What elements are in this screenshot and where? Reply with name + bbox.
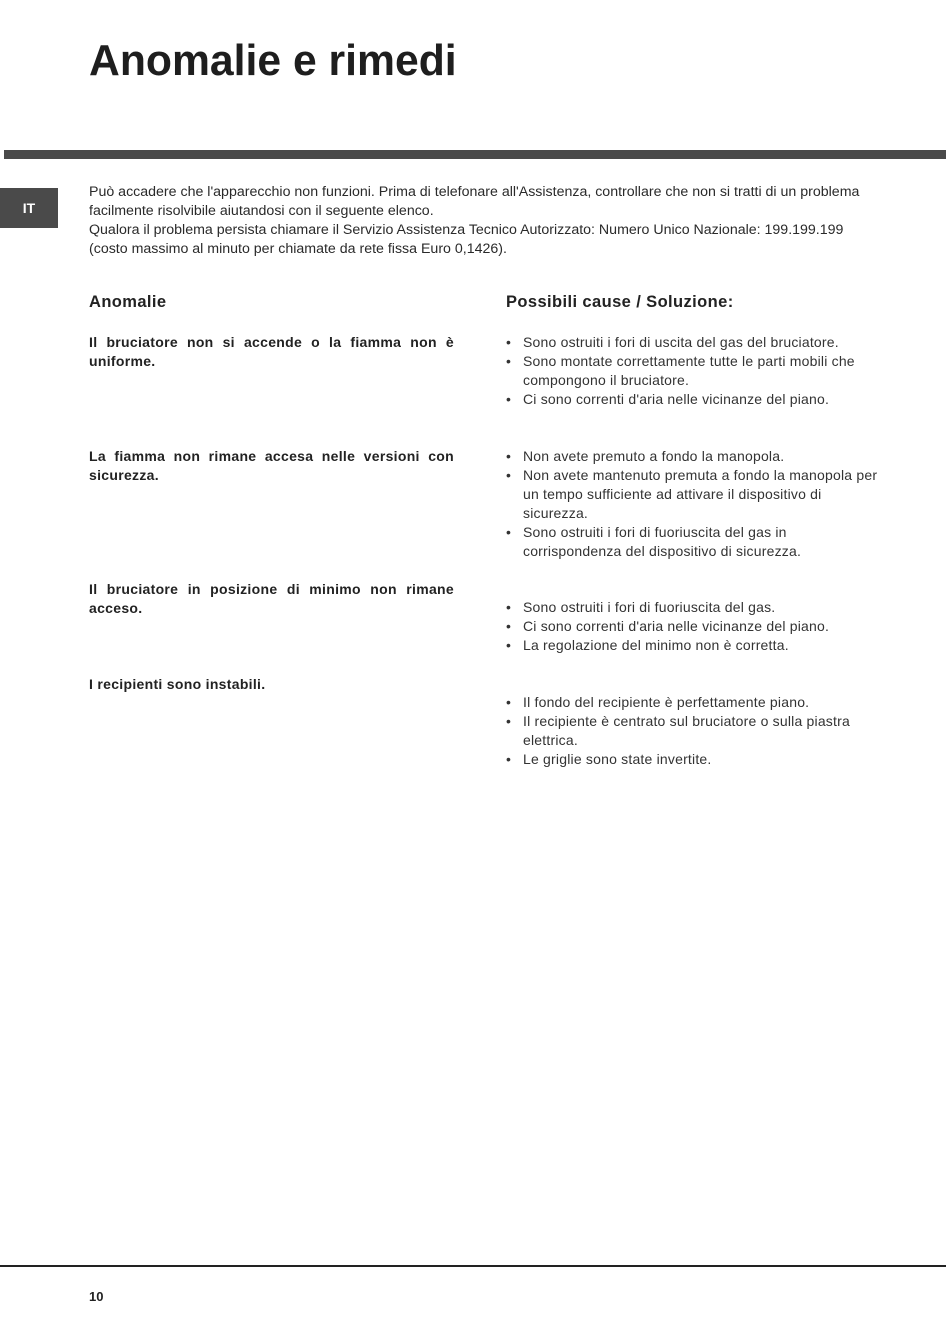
page-number: 10: [89, 1289, 104, 1304]
problem-text: Il bruciatore non si accende o la fiamma non è uniforme.: [89, 334, 454, 369]
causes-heading: Possibili cause / Soluzione:: [506, 293, 734, 311]
causes-list: [506, 447, 886, 561]
problem-text: La fiamma non rimane accesa nelle versioni con sicurezza.: [89, 448, 454, 483]
causes-list: [506, 693, 886, 769]
causes-list: [506, 333, 886, 409]
cause-item: • La regolazione del minimo non è corretta.: [506, 636, 886, 655]
header-divider: [4, 150, 946, 159]
cause-item: • Sono ostruiti i fori di uscita del gas del bruciatore.: [506, 333, 886, 352]
cause-item: • Sono ostruiti i fori di fuoriuscita del gas in corrispondenza del dispositivo di sicurezza.: [506, 523, 886, 561]
cause-item: • Ci sono correnti d'aria nelle vicinanze del piano.: [506, 390, 886, 409]
cause-item: • Il recipiente è centrato sul bruciatore o sulla piastra elettrica.: [506, 712, 886, 750]
problem-text: I recipienti sono instabili.: [89, 676, 266, 692]
cause-item: • Non avete premuto a fondo la manopola.: [506, 447, 886, 466]
language-tab: IT: [0, 188, 58, 228]
cause-item: • Non avete mantenuto premuta a fondo la manopola per un tempo sufficiente ad attivare il dispositivo di sicurezza.: [506, 466, 886, 523]
anomalies-heading: Anomalie: [89, 293, 167, 311]
causes-list: [506, 598, 886, 655]
page-title: Anomalie e rimedi: [89, 36, 457, 85]
footer-divider: [0, 1265, 946, 1267]
cause-item: • Sono ostruiti i fori di fuoriuscita del gas.: [506, 598, 886, 617]
cause-item: • Il fondo del recipiente è perfettamente piano.: [506, 693, 886, 712]
cause-item: • Le griglie sono state invertite.: [506, 750, 886, 769]
intro-paragraph-1: Può accadere che l'apparecchio non funzioni. Prima di telefonare all'Assistenza, controllare che non si tratti di un problema facilmente risolvibile aiutandosi con il seguente elenco.: [89, 184, 860, 219]
cause-item: • Ci sono correnti d'aria nelle vicinanze del piano.: [506, 617, 886, 636]
intro-text: [89, 183, 879, 259]
problem-text: Il bruciatore in posizione di minimo non rimane acceso.: [89, 581, 454, 616]
cause-item: • Sono montate correttamente tutte le parti mobili che compongono il bruciatore.: [506, 352, 886, 390]
intro-paragraph-2: Qualora il problema persista chiamare il Servizio Assistenza Tecnico Autorizzato: Numero Unico Nazionale: 199.199.199 (costo massimo al minuto per chiamate da rete fissa Euro 0,1426).: [89, 222, 844, 257]
